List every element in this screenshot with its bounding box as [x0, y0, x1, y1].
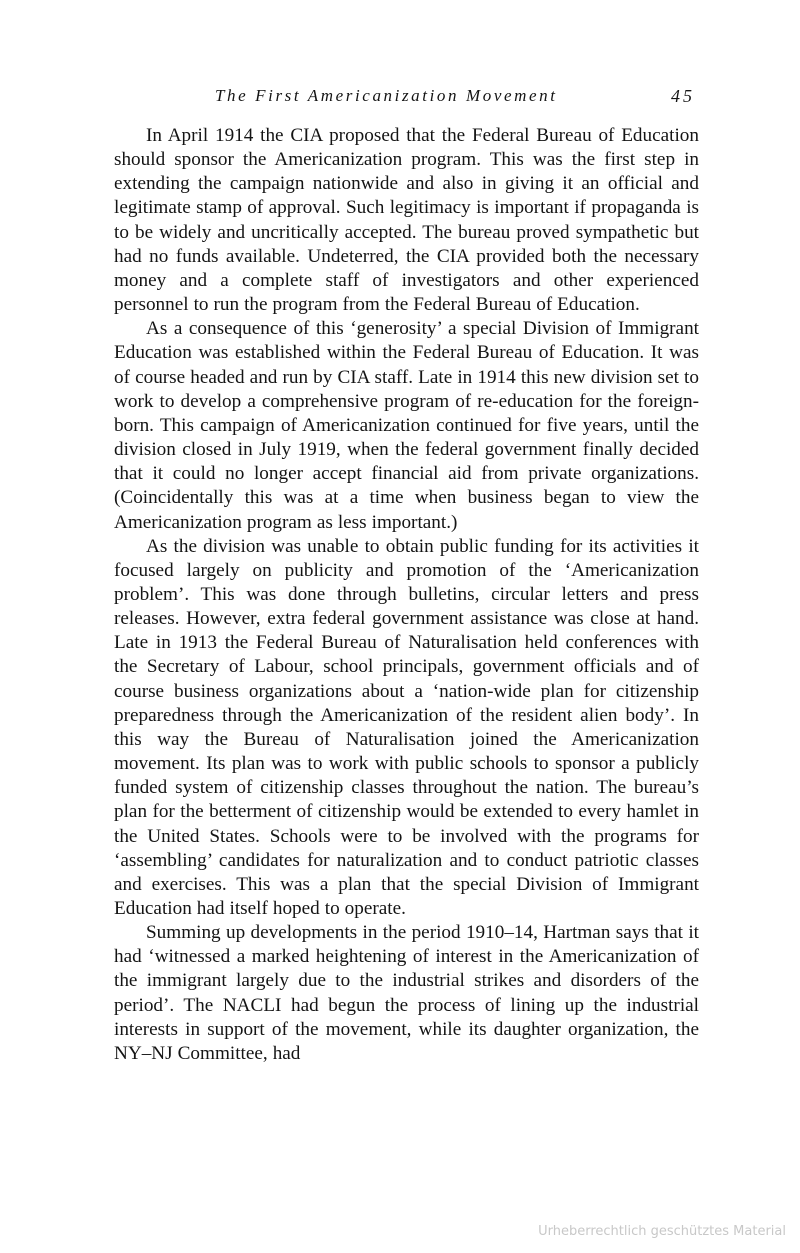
page-number: 45	[671, 86, 695, 106]
paragraph-2: As a consequence of this ‘generosity’ a special Division of Immigrant Education was established within the Federal Bureau of Education. It was of course headed and run by CIA staff. Late in 1914 this new division set to work to develop a comprehensive program of re-education for the foreign-born. This campaign of Americanization continued for five years, until the division closed in July 1919, when the federal government finally decided that it could no longer accept financial aid from private organizations. (Coincidentally this was at a time when business began to view the Americanization program as less important.)	[114, 318, 699, 533]
copyright-watermark: Urheberrechtlich geschütztes Material	[538, 1224, 786, 1239]
body-text	[114, 124, 699, 1066]
paragraph-1: In April 1914 the CIA proposed that the Federal Bureau of Education should sponsor the Americanization program. This was the first step in extending the campaign nationwide and also in giving it an official and legitimate stamp of approval. Such legitimacy is important if propaganda is to be widely and uncritically accepted. The bureau proved sympathetic but had no funds available. Undeterred, the CIA provided both the necessary money and a complete staff of investigators and other experienced personnel to run the program from the Federal Bureau of Education.	[114, 125, 699, 316]
paragraph-4: Summing up developments in the period 1910–14, Hartman says that it had ‘witnessed a marked heightening of interest in the Americanization of the immigrant largely due to the industrial strikes and disorders of the period’. The NACLI had begun the process of lining up the industrial interests in support of the movement, while its daughter organization, the NY–NJ Committee, had	[114, 922, 699, 1064]
running-header	[215, 86, 695, 112]
running-head-title: The First Americanization Movement	[215, 86, 558, 105]
paragraph-3: As the division was unable to obtain public funding for its activities it focused largely on publicity and promotion of the ‘Americanization problem’. This was done through bulletins, circular letters and press releases. However, extra federal government assistance was close at hand. Late in 1913 the Federal Bureau of Naturalisation held conferences with the Secretary of Labour, school principals, government officials and of course business organizations about a ‘nation-wide plan for citizenship preparedness through the Americanization of the resident alien body’. In this way the Bureau of Naturalisation joined the Americanization movement. Its plan was to work with public schools to sponsor a publicly funded system of citizenship classes throughout the nation. The bureau’s plan for the betterment of citizenship would be extended to every hamlet in the United States. Schools were to be involved with the programs for ‘assembling’ candidates for naturalization and to conduct patriotic classes and exercises. This was a plan that the special Division of Immigrant Education had itself hoped to operate.	[114, 535, 699, 919]
